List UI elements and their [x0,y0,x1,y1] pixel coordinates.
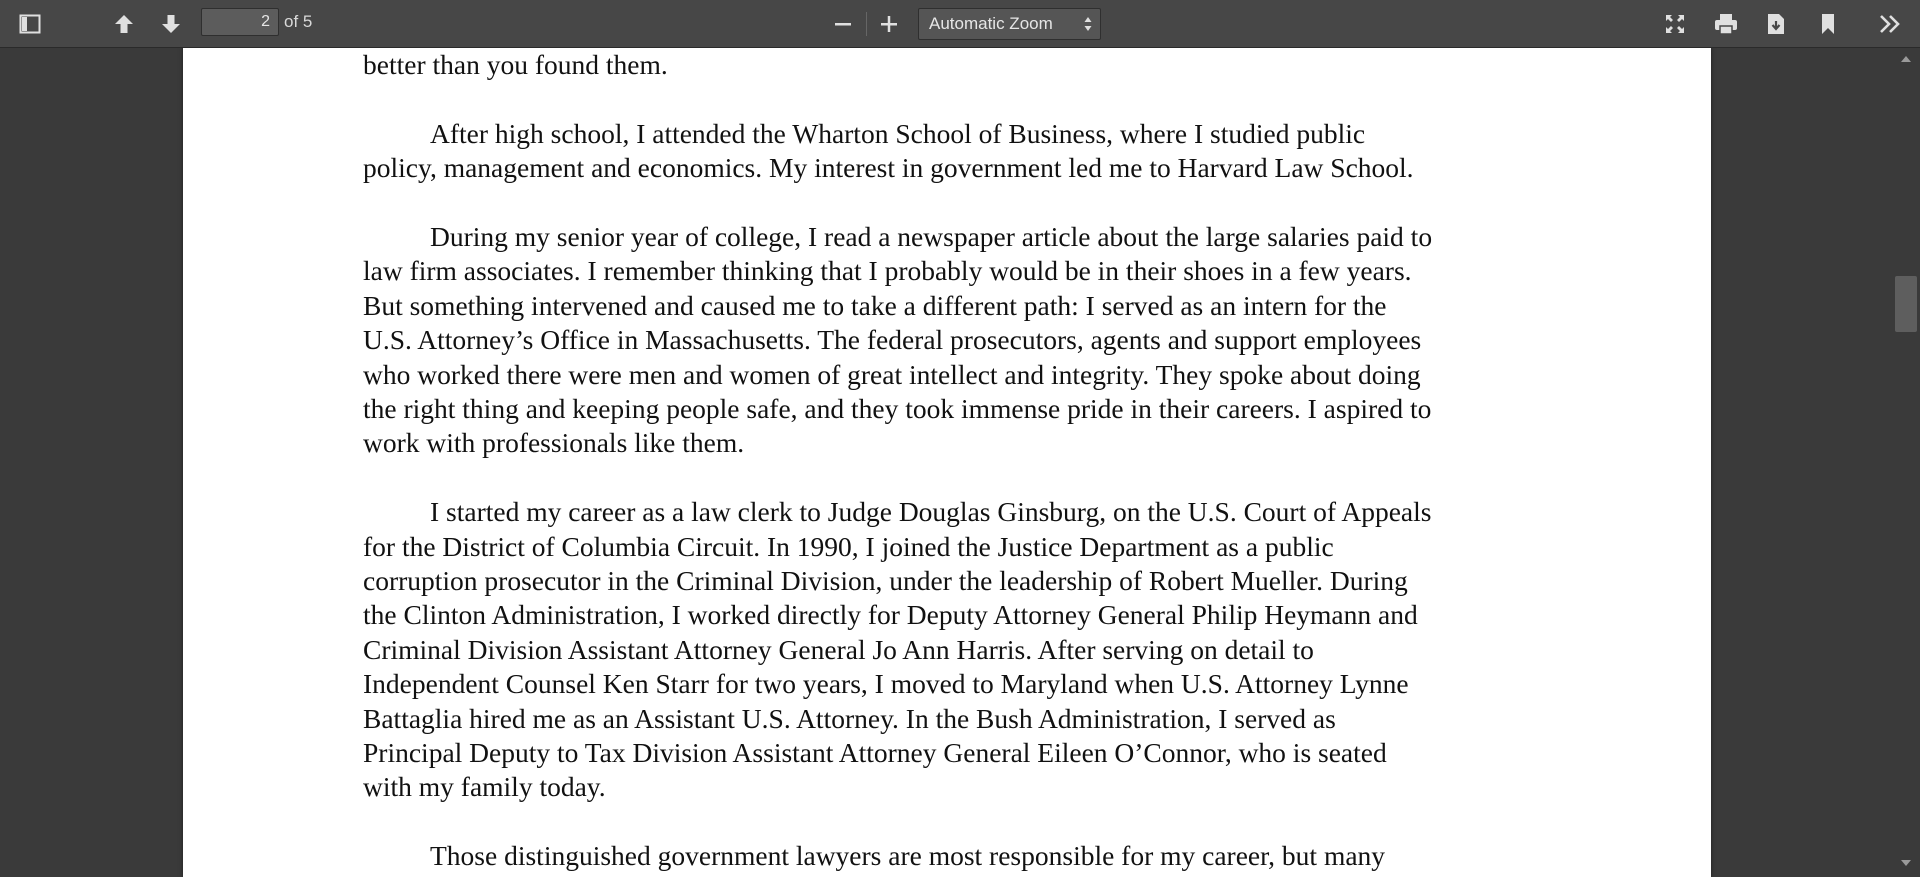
text-line: better than you found them. [363,49,668,80]
paragraph [363,220,1543,461]
arrow-down-icon [160,13,182,35]
scroll-up-button[interactable] [1896,52,1916,66]
page-text-layer [363,48,1543,877]
sidebar-toggle-button[interactable] [14,8,46,40]
minus-icon [834,15,852,33]
select-arrows-icon [1084,16,1092,32]
page-number-input[interactable]: 2 [201,8,279,36]
text-line: law firm associates. I remember thinking that I probably would be in their shoes in a few years. [363,255,1412,287]
scroll-down-button[interactable] [1896,856,1916,870]
zoom-select-value: Automatic Zoom [929,14,1053,33]
text-line: During my senior year of college, I read a newspaper article about the large salaries paid to [430,221,1433,252]
paragraph [363,839,1543,873]
page-count-label: of 5 [284,12,313,31]
sidebar-toggle-icon [19,14,41,34]
text-line: policy, management and economics. My interest in government led me to Harvard Law School. [363,152,1414,184]
presentation-mode-button[interactable] [1659,8,1691,40]
previous-page-button[interactable] [108,8,140,40]
bookmark-button[interactable] [1812,8,1844,40]
text-line: the right thing and keeping people safe, and they took immense pride in their careers. I aspired to [363,393,1432,425]
fullscreen-icon [1664,13,1686,35]
text-line: for the District of Columbia Circuit. In 1990, I joined the Justice Department as a public [363,530,1334,562]
text-line: Battaglia hired me as an Assistant U.S. Attorney. In the Bush Administration, I served as [363,702,1336,734]
download-button[interactable] [1760,8,1792,40]
zoom-select[interactable] [918,8,1101,40]
plus-icon [880,15,898,33]
text-line: After high school, I attended the Wharton School of Business, where I studied public [430,117,1366,149]
text-line: who worked there were men and women of great intellect and integrity. They spoke about doing [363,358,1421,390]
text-line: work with professionals like them. [363,427,745,459]
text-line: Principal Deputy to Tax Division Assistant Attorney General Eileen O’Connor, who is seated [363,737,1387,769]
paragraph [363,495,1543,805]
zoom-out-button[interactable] [827,8,859,40]
scrollbar-thumb[interactable] [1895,276,1917,332]
pdf-toolbar [0,0,1920,48]
arrow-up-icon [113,13,135,35]
text-line: Criminal Division Assistant Attorney General Jo Ann Harris. After serving on detail to [363,633,1314,665]
bookmark-icon [1820,13,1836,35]
text-line: Those distinguished government lawyers are most responsible for my career, but many [430,840,1386,872]
document-viewer[interactable] [0,48,1920,877]
download-icon [1766,13,1786,35]
scroll-down-icon [1901,860,1911,866]
print-button[interactable] [1710,8,1742,40]
text-line: I started my career as a law clerk to Judge Douglas Ginsburg, on the U.S. Court of Appeals [430,496,1432,528]
text-line: But something intervened and caused me to take a different path: I served as an intern for the [363,289,1387,321]
next-page-button[interactable] [155,8,187,40]
paragraph [363,48,1543,82]
paragraph [363,117,1543,186]
scrollbar-track[interactable] [1893,48,1920,877]
text-line: the Clinton Administration, I worked directly for Deputy Attorney General Philip Heymann and [363,599,1418,631]
pdf-page [183,48,1711,877]
text-line: corruption prosecutor in the Criminal Division, under the leadership of Robert Mueller. During [363,565,1408,597]
toolbar-separator [866,12,867,36]
text-line: with my family today. [363,771,606,803]
text-line: U.S. Attorney’s Office in Massachusetts. The federal prosecutors, agents and support employees [363,324,1422,356]
print-icon [1714,13,1738,35]
zoom-in-button[interactable] [873,8,905,40]
double-chevron-right-icon [1879,14,1901,34]
scroll-up-icon [1901,56,1911,62]
text-line: Independent Counsel Ken Starr for two years, I moved to Maryland when U.S. Attorney Lynne [363,668,1409,700]
tools-button[interactable] [1874,8,1906,40]
